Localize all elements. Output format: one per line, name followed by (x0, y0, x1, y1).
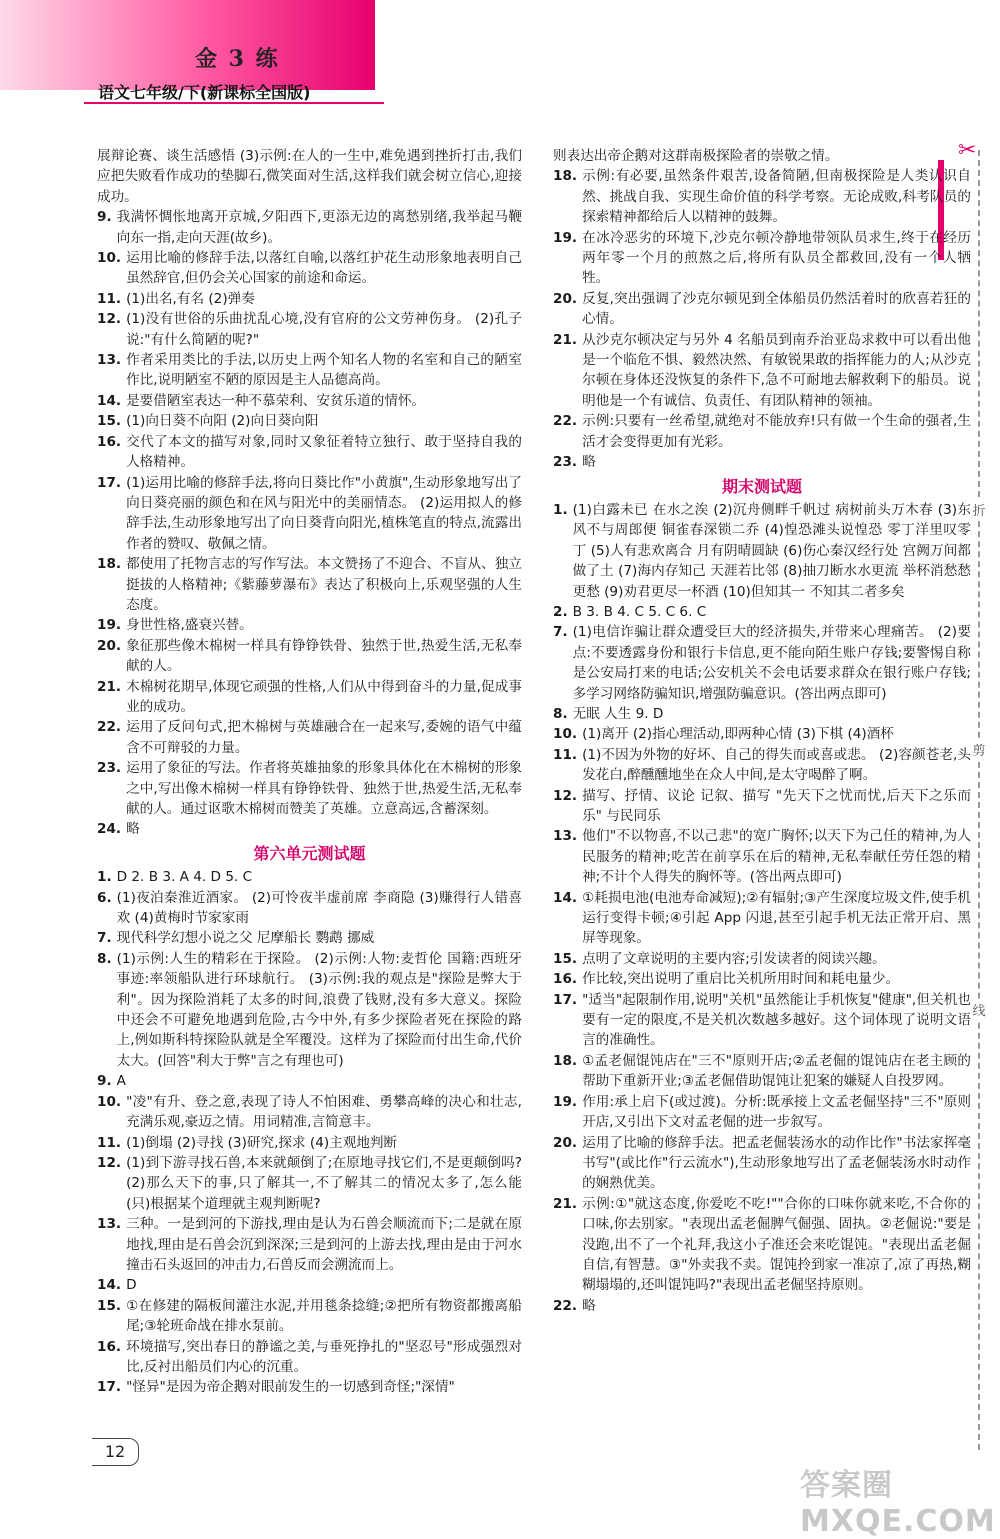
answer-item (553, 228, 971, 289)
answer-text: 示例:①"就这态度,你爱吃不吃!""合你的口味你就来吃,不合你的口味,你去别家。"表现出孟老倔脾气倔强、固执。②老倔说:"要是没跑,出不了一个礼拜,我这小子准还会来吃馄饨。"表现出孟老倔自信,有智慧。③"外卖我不卖。馄饨拎到家一准凉了,凉了再热,糊糊塌塌的,还叫馄饨吗?"表现出孟老倔坚持原则。 (582, 1195, 971, 1294)
answer-item (97, 888, 522, 929)
answer-item (97, 1296, 522, 1337)
answer-number: 10. (97, 250, 122, 267)
answer-item (97, 207, 522, 248)
answer-item (97, 391, 522, 411)
answer-number: 19. (553, 229, 578, 246)
answer-text: (1)白露未已 在水之涘 (2)沉舟侧畔千帆过 病树前头万木春 (3)东风不与周郎便 铜雀春深锁二乔 (4)惶恐滩头说惶恐 零丁洋里叹零丁 (5)人有悲欢离合 月有阴晴圆缺 (6)伤心秦汉经行处 宫阙万间都做了土 (7)海内存知己 天涯若比邻 (8)抽刀断水水更流 举杯消愁愁更愁 (9)劝君更尽一杯酒 (10)但知其一 不知其二者多矣 (572, 501, 971, 600)
answer-number: 9. (97, 209, 112, 226)
header-underline (84, 102, 384, 104)
answer-text: 描写、抒情、议论 记叙、描写 "先天下之忧而忧,后天下之乐而乐" 与民同乐 (582, 787, 971, 824)
answer-number: 16. (97, 1338, 122, 1355)
answer-item (553, 786, 971, 827)
answer-item (553, 500, 971, 602)
answer-number: 8. (97, 950, 112, 967)
answer-text: 略 (582, 454, 596, 471)
answer-number: 12. (97, 1154, 122, 1171)
cut-label-fold: 折 (968, 500, 990, 519)
header-banner (0, 0, 375, 90)
answer-item (553, 1051, 971, 1092)
answer-item (553, 1092, 971, 1133)
answer-number: 11. (553, 746, 578, 763)
answer-number: 9. (97, 1073, 112, 1090)
answer-item (553, 1296, 971, 1316)
answer-item (553, 330, 971, 412)
answer-text: 无眠 人生 9. D (572, 705, 664, 722)
answer-text: ①在修建的隔板间灌注水泥,并用毯条捻缝;②把所有物资都搬离船尾;③轮班命战在排水泵前。 (126, 1297, 522, 1335)
answer-item (97, 1337, 522, 1378)
answer-number: 24. (97, 821, 122, 838)
answer-item (97, 717, 522, 758)
cut-line (978, 150, 980, 1450)
answer-number: 11. (97, 290, 122, 307)
answer-item (97, 1275, 522, 1295)
answer-text: 从沙克尔顿决定与另外 4 名船员到南乔治亚岛求救中可以看出他是一个临危不惧、毅然决然、有敏锐果敢的指挥能力的人;从沙克尔顿在身体还没恢复的条件下,急不可耐地去解救剩下的船员。说明他是一个有诚信、负责任、有团队精神的领袖。 (582, 331, 971, 409)
answer-item (553, 602, 971, 622)
answer-text: 在冰冷恶劣的环境下,沙克尔顿冷静地带领队员求生,终于在经历两年零一个月的煎熬之后,将所有队员全都救回,没有一个人牺牲。 (582, 229, 971, 287)
answer-number: 19. (553, 1093, 578, 1110)
answer-item (553, 1194, 971, 1296)
answer-text: "适当"起限制作用,说明"关机"虽然能让手机恢复"健康",但关机也要有一定的限度,不是关机次数越多越好。这个词体现了说明文语言的准确性。 (582, 991, 971, 1049)
answer-text: 展辩论赛、谈生活感悟 (3)示例:在人的一生中,难免遇到挫折打击,我们应把失败看作成功的垫脚石,微笑面对生活,这样我们就会树立信心,迎接成功。 (97, 148, 522, 205)
answer-number: 17. (553, 991, 578, 1008)
answer-number: 18. (97, 556, 122, 573)
answer-number: 14. (97, 1277, 122, 1294)
answer-text: 运用了比喻的修辞手法。把孟老倔装汤水的动作比作"书法家挥毫书写"(或比作"行云流水"),生动形象地写出了孟老倔装汤水时动作的娴熟优美。 (582, 1134, 971, 1192)
answer-text: "凌"有升、登之意,表现了诗人不怕困难、勇攀高峰的决心和壮志,充满乐观,豪迈之情。用词精准,言简意丰。 (126, 1093, 522, 1131)
answer-text: D (126, 1277, 137, 1294)
answer-text: ①耗损电池(电池寿命减短);②有辐射;③产生深度垃圾文件,使手机运行变得卡顿;④引起 App 闪退,甚至引起手机无法正常开启、黑屏等现象。 (582, 889, 971, 947)
answer-item (553, 724, 971, 744)
answer-item (97, 473, 522, 555)
answer-number: 6. (97, 889, 112, 906)
answer-item (553, 969, 971, 989)
answer-item (97, 1133, 522, 1153)
answer-item (553, 411, 971, 452)
answer-item (97, 1153, 522, 1214)
answer-text: 三种。一是到河的下游找,理由是认为石兽会顺流而下;二是就在原地找,理由是石兽会沉到深深;三是到河的上游去找,理由是由于河水撞击石头返回的冲击力,石兽反而会溯流而上。 (126, 1216, 522, 1273)
answer-item (97, 1092, 522, 1133)
answer-item (97, 949, 522, 1071)
answer-item (553, 704, 971, 724)
answer-item (97, 1071, 522, 1091)
answer-number: 12. (553, 787, 578, 804)
answer-text: 运用比喻的修辞手法,以落红自喻,以落红护花生动形象地表明自己虽然辞官,但仍会关心国家的前途和命运。 (126, 250, 522, 287)
answer-number: 14. (97, 392, 122, 409)
answer-text: 他们"不以物喜,不以己悲"的宽广胸怀;以天下为己任的精神,为人民服务的精神;吃苦在前享乐在后的精神,无私奉献任劳任怨的精神;不计个人得失的胸怀等。(答出两点即可) (582, 828, 971, 886)
answer-item (553, 990, 971, 1051)
answer-item (553, 826, 971, 887)
answer-number: 8. (553, 705, 568, 722)
answer-text: 则表达出帝企鹅对这群南极探险者的崇敬之情。 (553, 148, 839, 164)
answer-number: 1. (553, 501, 568, 518)
answer-number: 15. (97, 1297, 122, 1314)
answer-number: 7. (553, 624, 568, 641)
answer-text: (1)不因为外物的好坏、自己的得失而或喜或悲。 (2)容颜苍老,头发花白,醉醺醺地坐在众人中间,是太守喝醉了啊。 (582, 746, 971, 784)
answer-number: 23. (553, 454, 578, 471)
answer-number: 21. (97, 678, 122, 695)
answer-text: (1)离开 (2)指心理活动,即两种心情 (3)下棋 (4)酒杯 (582, 726, 894, 743)
answer-text: (1)夜泊秦淮近酒家。 (2)可怜夜半虚前席 李商隐 (3)赚得行人错喜欢 (4)黄梅时节家家雨 (116, 889, 522, 927)
answer-number: 10. (97, 1093, 122, 1110)
book-subtitle: 语文七年级/下(新课标全国版) (98, 83, 311, 102)
answer-text: 示例:有必要,虽然条件艰苦,设备简陋,但南极探险是人类认识自然、挑战自我、实现生命价值的科学考察。无论成败,科考队员的探索精神都给后人以精神的鼓舞。 (582, 168, 971, 226)
book-title: 金 3 练 (195, 46, 280, 72)
answer-number: 22. (553, 413, 578, 430)
answer-number: 18. (553, 168, 578, 185)
answer-text: 环境描写,突出春日的静谧之美,与垂死挣扎的"坚忍号"形成强烈对比,反衬出船员们内心的沉重。 (126, 1338, 522, 1375)
cut-label-line: 线 (968, 1000, 990, 1019)
answer-item (97, 411, 522, 431)
answer-item (553, 1133, 971, 1194)
answer-item (553, 888, 971, 949)
answer-number: 1. (97, 869, 112, 886)
answer-item (97, 289, 522, 309)
answer-text: (1)向日葵不向阳 (2)向日葵向阳 (126, 413, 319, 430)
answer-number: 17. (97, 1379, 122, 1396)
answer-number: 18. (553, 1052, 578, 1069)
answer-number: 19. (97, 617, 122, 634)
answer-number: 7. (97, 930, 112, 947)
answer-number: 14. (553, 889, 578, 906)
answer-item (553, 622, 971, 704)
answer-item (553, 745, 971, 786)
answer-item (97, 636, 522, 677)
answer-item (553, 166, 971, 227)
page-number: 12 (92, 1438, 139, 1466)
answer-number: 22. (553, 1297, 578, 1314)
answer-text: 象征那些像木棉树一样具有铮铮铁骨、独然于世,热爱生活,无私奉献的人。 (126, 637, 522, 675)
left-column (97, 146, 522, 1398)
answer-text: (1)出名,有名 (2)弹奏 (126, 290, 255, 307)
answer-text: 示例:只要有一丝希望,就绝对不能放弃!只有做一个生命的强者,生活才会变得更加有光彩。 (582, 413, 971, 450)
answer-text: (1)倒塌 (2)寻找 (3)研究,探求 (4)主观地判断 (126, 1134, 398, 1151)
answer-item (97, 1214, 522, 1275)
answer-text: (1)运用比喻的修辞手法,将向日葵比作"小黄旗",生动形象地写出了向日葵亮丽的颜色和在风与阳光中的美丽情态。 (2)运用拟人的修辞手法,生动形象地写出了向日葵背向阳光,植株笔直的特点,流露出作者的赞叹、敬佩之情。 (126, 474, 522, 552)
answer-number: 15. (553, 950, 578, 967)
answer-item (97, 554, 522, 615)
answer-text: 我满怀惆怅地离开京城,夕阳西下,更添无边的离愁别绪,我举起马鞭向东一指,走向天涯(故乡)。 (116, 209, 522, 246)
answer-text: A (116, 1073, 126, 1090)
answer-item (97, 867, 522, 887)
answer-text: 运用了象征的写法。作者将英雄抽象的形象具体化在木棉树的形象之中,写出像木棉树一样具有铮铮铁骨、独然于世,热爱生活,无私奉献的人。通过讴歌木棉树而赞美了英雄。立意高远,含蓄深刻。 (126, 760, 522, 817)
answer-text: 略 (582, 1297, 596, 1314)
answer-item (97, 677, 522, 718)
answer-text: 作比较,突出说明了重启比关机所用时间和耗电量少。 (582, 971, 900, 988)
answer-number: 20. (553, 1134, 578, 1151)
scissors-icon: ✂ (958, 138, 977, 163)
watermark: 答案圈 MXQE.COM (800, 1468, 996, 1539)
answer-item (553, 289, 971, 330)
answer-text: 反复,突出强调了沙克尔顿见到全体船员仍然活着时的欣喜若狂的心情。 (582, 290, 971, 328)
answer-number: 22. (97, 719, 122, 736)
cut-label-cut: 剪 (968, 740, 990, 759)
answer-text: 身世性格,盛衰兴替。 (126, 617, 253, 634)
answer-text: 木棉树花期早,体现它顽强的性格,人们从中得到奋斗的力量,促成事业的成功。 (126, 678, 522, 715)
answer-text: 点明了文章说明的主要内容;引发读者的阅读兴趣。 (582, 950, 886, 967)
answer-item (553, 452, 971, 472)
answer-number: 16. (97, 433, 122, 450)
right-column (553, 146, 971, 1316)
answer-text: 是要借陋室表达一种不慕荣利、安贫乐道的情怀。 (126, 392, 426, 409)
answer-number: 10. (553, 726, 578, 743)
section-heading: 期末测试题 (721, 476, 802, 496)
answer-number: 16. (553, 971, 578, 988)
answer-item (97, 928, 522, 948)
answer-item (97, 819, 522, 839)
answer-text: ①孟老倔馄饨店在"三不"原则开店;②孟老倔的馄饨店在老主顾的帮助下重新开业;③孟老倔借助馄饨让犯案的嫌疑人自投罗网。 (582, 1052, 971, 1090)
answer-text: "怪异"是因为帝企鹅对眼前发生的一切感到奇怪;"深情" (126, 1379, 455, 1396)
answer-number: 20. (553, 290, 578, 307)
answer-number: 23. (97, 760, 122, 777)
answer-text: (1)电信诈骗让群众遭受巨大的经济损失,并带来心理痛苦。 (2)要点:不要透露身份和银行卡信息,更不能向陌生账户存钱;要警惕自称是公安局打来的电话;公安机关不会电话要求群众在银行账户存钱;多学习网络防骗知识,增强防骗意识。(答出两点即可) (572, 624, 971, 702)
answer-item (97, 432, 522, 473)
answer-text: B 3. B 4. C 5. C 6. C (572, 603, 707, 620)
answer-number: 20. (97, 637, 122, 654)
answer-item (97, 248, 522, 289)
answer-number: 21. (553, 331, 578, 348)
answer-text: (1)到下游寻找石兽,本来就颠倒了;在原地寻找它们,不是更颠倒吗? (2)那么天下的事,只了解其一,不了解其二的情况太多了,怎么能(只)根据某个道理就主观判断呢? (126, 1154, 522, 1212)
answer-text: 都使用了托物言志的写作写法。本文赞扬了不迎合、不盲从、独立挺拔的人格精神;《紫藤萝瀑布》表达了积极向上,乐观坚强的人生态度。 (126, 556, 522, 613)
answer-text: D 2. B 3. A 4. D 5. C (116, 869, 253, 886)
answer-text: 现代科学幻想小说之父 尼摩船长 鹦鹉 挪威 (116, 930, 375, 947)
answer-text: 作者采用类比的手法,以历史上两个知名人物的名室和自己的陋室作比,说明陋室不陋的原因是主人品德高尚。 (126, 352, 522, 389)
answer-number: 13. (97, 352, 122, 369)
answer-item (97, 1377, 522, 1397)
answer-item (97, 309, 522, 350)
answer-number: 21. (553, 1195, 578, 1212)
answer-number: 13. (553, 828, 578, 845)
answer-text: (1)示例:人生的精彩在于探险。 (2)示例:人物:麦哲伦 国籍:西班牙 事迹:率领船队进行环球航行。 (3)示例:我的观点是"探险是弊大于利"。因为探险消耗了太多的时间,浪费了钱财,没有多大意义。探险中还会不可避免地遇到危险,古今中外,有多少探险者死在探险的路上,例如斯科特探险队就是全军覆没。这样为了探险而付出生命,代价太大。(回答"利大于弊"言之有理也可) (116, 950, 522, 1069)
section-heading: 第六单元测试题 (253, 843, 366, 863)
answer-item (553, 949, 971, 969)
answer-text: 略 (126, 821, 140, 838)
answer-item (97, 350, 522, 391)
answer-number: 2. (553, 603, 568, 620)
answer-text: 交代了本文的描写对象,同时又象征着特立独行、敢于坚持自我的人格精神。 (126, 433, 522, 471)
answer-number: 15. (97, 413, 122, 430)
answer-item (97, 758, 522, 819)
answer-number: 13. (97, 1216, 122, 1233)
answer-text: 运用了反问句式,把木棉树与英雄融合在一起来写,委婉的语气中蕴含不可辩驳的力量。 (126, 719, 522, 756)
answer-number: 11. (97, 1134, 122, 1151)
answer-number: 17. (97, 474, 122, 491)
answer-text: 作用:承上启下(或过渡)。分析:既承接上文孟老倔坚持"三不"原则开店,又引出下文对孟老倔的进一步叙写。 (582, 1093, 971, 1131)
answer-item (97, 615, 522, 635)
answer-text: (1)没有世俗的乐曲扰乱心境,没有官府的公文劳神伤身。 (2)孔子说:"有什么简陋的呢?" (126, 311, 522, 348)
answer-number: 12. (97, 311, 122, 328)
